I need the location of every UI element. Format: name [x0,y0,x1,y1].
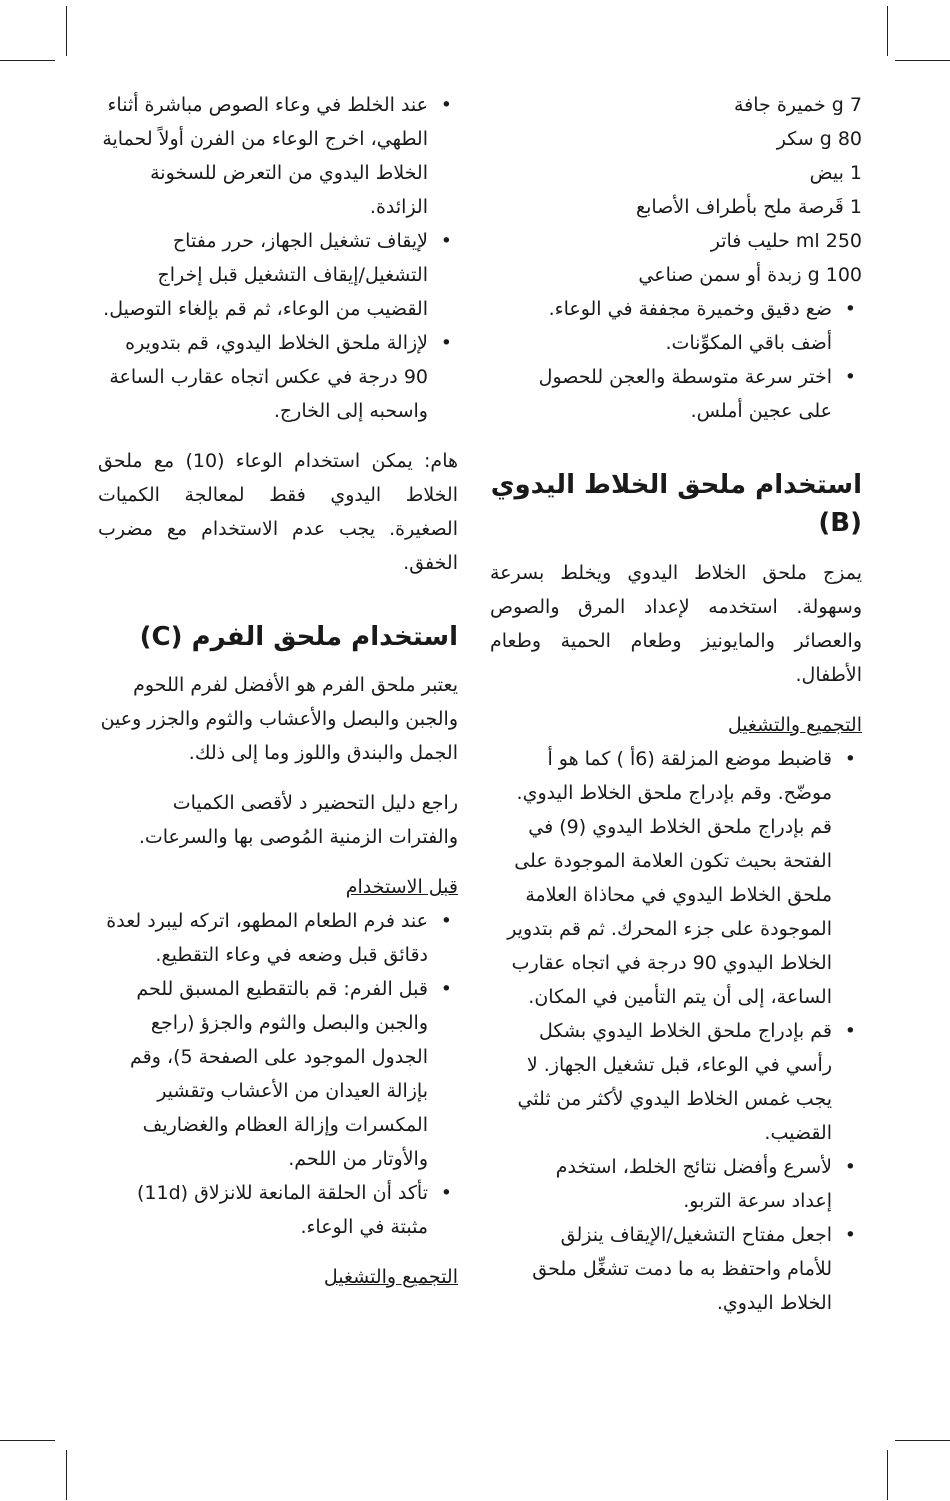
section-b-intro: يمزج ملحق الخلاط اليدوي ويخلط بسرعة وسهولة. استخدمه لإعداد المرق والصوص والعصائر والمايونيز وطعام الحمية وطعام الأطفال. [490,562,862,686]
assembly-steps-list [490,742,862,1320]
crop-mark [895,60,950,61]
section-c-intro: يعتبر ملحق الفرم هو الأفضل لفرم اللحوم والجبن والبصل والأعشاب والثوم والجزر وعين الجمل والبندق واللوز وما إلى ذلك. [100,674,458,764]
list-item: • لإيقاف تشغيل الجهاز، حرر مفتاح التشغيل/إيقاف التشغيل قبل إخراج القضيب من الوعاء، ثم قم بإلغاء التوصيل. [98,224,458,326]
right-column [490,88,862,1320]
list-item: • قبل الفرم: قم بالتقطيع المسبق للحم والجبن والبصل والثوم والجزؤ (راجع الجدول الموجود على الصفحة 5)، وقم بإزالة العيدان من الأعشاب وتقشير المكسرات وإزالة العظام والغضاريف والأوتار من اللحم. [98,972,458,1176]
assembly-heading: التجميع والتشغيل [727,714,862,736]
assembly-heading: التجميع والتشغيل [323,1266,458,1288]
list-item: • عند الخلط في وعاء الصوص مباشرة أثناء الطهي، اخرج الوعاء من الفرن أولاً لحماية الخلاط اليدوي من التعرض للسخونة الزائدة. [98,88,458,224]
important-note: هام: يمكن استخدام الوعاء (10) مع ملحق الخلاط اليدوي فقط لمعالجة الكميات الصغيرة. يجب عدم الاستخدام مع مضرب الخفق. [98,450,459,574]
section-c-guide: راجع دليل التحضير د لأقصى الكميات والفترات الزمنية المُوصى بها والسرعات. [138,792,458,848]
list-item: • ضع دقيق وخميرة مجففة في الوعاء. أضف باقي المكوِّنات. [512,292,862,360]
list-item: • قاضبط موضع المزلقة (6أ ) كما هو أ موضّح. وقم بإدراج ملحق الخلاط اليدوي. قم بإدراج ملحق الخلاط اليدوي (9) في الفتحة بحيث تكون العلامة الموجودة على ملحق الخلاط اليدوي في محاذاة العلامة الموجودة على جزء المحرك. ثم قم بتدوير الخلاط اليدوي 90 درجة في اتجاه عقارب الساعة، إلى أن يتم التأمين في المكان. [490,742,862,1014]
list-item: • عند فرم الطعام المطهو، اتركه ليبرد لعدة دقائق قبل وضعه في وعاء التقطيع. [98,904,458,972]
section-c-title: استخدام ملحق الفرم (C) [139,622,458,652]
ingredient-steps-list [490,292,862,428]
crop-mark [0,1440,55,1441]
list-item: • تأكد أن الحلقة المانعة للانزلاق (11d) مثبتة في الوعاء. [98,1176,458,1244]
crop-mark [887,6,888,56]
list-item: • لأسرع وأفضل نتائج الخلط، استخدم إعداد سرعة التربو. [512,1150,862,1218]
ingredient-line: 1 قَرصة ملح بأطراف الأصابع [636,196,862,218]
ingredient-line: 1 بيض [809,162,862,184]
list-item: • لإزالة ملحق الخلاط اليدوي، قم بتدويره 90 درجة في عكس اتجاه عقارب الساعة واسحبه إلى الخارج. [98,326,458,428]
left-column [98,88,458,1294]
section-b-title: استخدام ملحق الخلاط اليدوي (B) [490,470,862,538]
ingredient-line: 100 g زبدة أو سمن صناعي [638,264,862,286]
ingredient-line: 80 g سكر [776,128,862,150]
before-use-list [98,904,458,1244]
crop-mark [895,1440,950,1441]
top-bullets-list [98,88,458,428]
crop-mark [66,1450,67,1500]
list-item: • قم بإدراج ملحق الخلاط اليدوي بشكل رأسي في الوعاء، قبل تشغيل الجهاز. لا يجب غمس الخلاط اليدوي لأكثر من ثلثي القضيب. [512,1014,862,1150]
before-use-heading: قبل الاستخدام [345,876,458,898]
ingredient-line: 250 ml حليب فاتر [710,230,862,252]
crop-mark [66,6,67,56]
list-item: • اجعل مفتاح التشغيل/الإيقاف ينزلق للأمام واحتفظ به ما دمت تشغِّل ملحق الخلاط اليدوي. [512,1218,862,1320]
crop-mark [0,60,55,61]
ingredient-line: 7 g خميرة جافة [734,94,862,116]
list-item: • اختر سرعة متوسطة والعجن للحصول على عجين أملس. [512,360,862,428]
crop-mark [887,1450,888,1500]
